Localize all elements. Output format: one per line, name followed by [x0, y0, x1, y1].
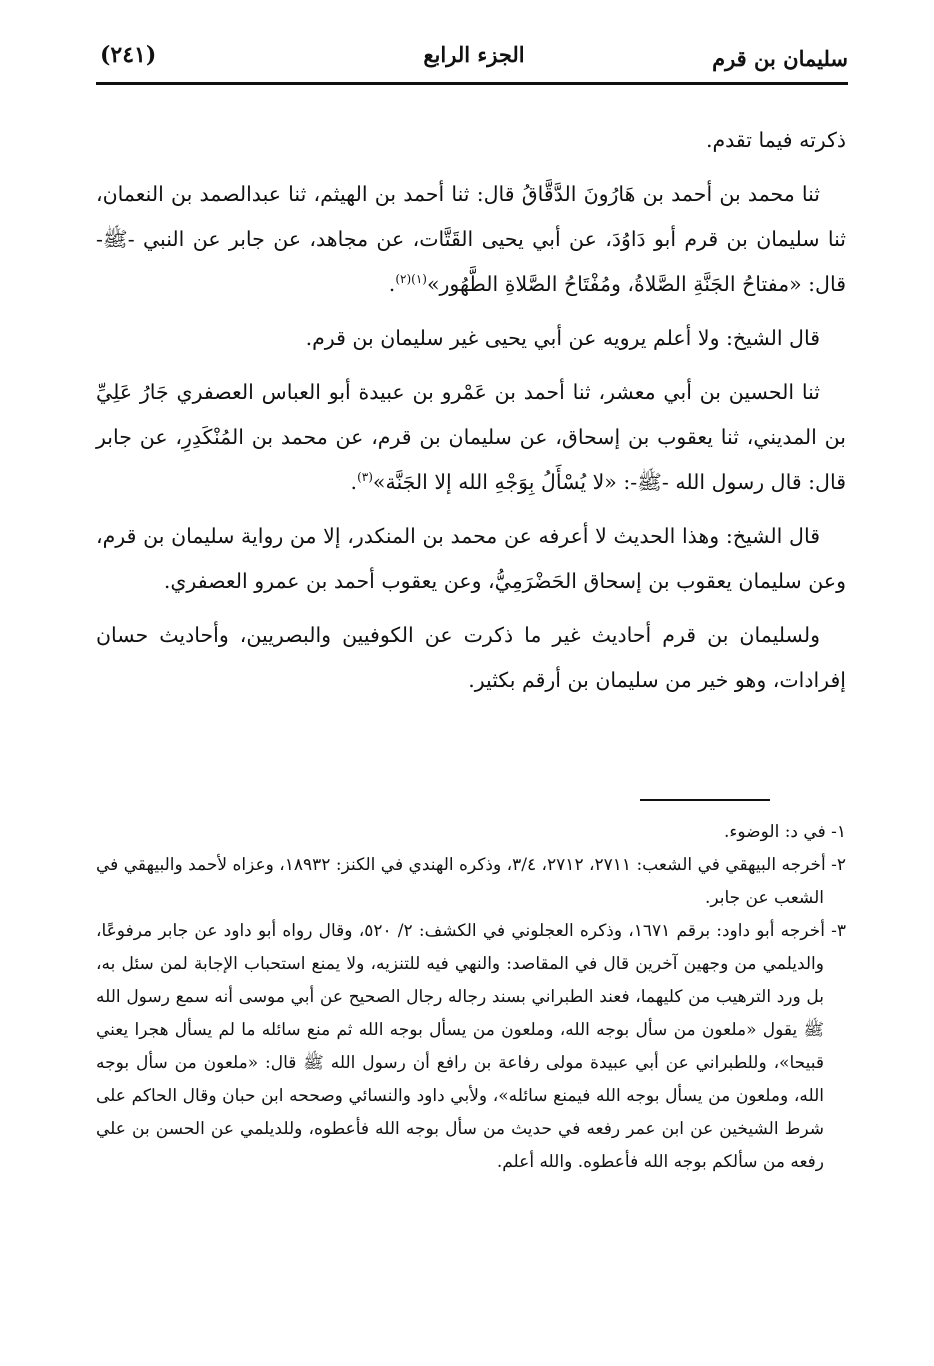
paragraph-1: ذكرته فيما تقدم. [705, 128, 846, 152]
running-title: سليمان بن قرم [712, 46, 848, 71]
paragraph-6: ولسليمان بن قرم أحاديث غير ما ذكرت عن الكوفيين والبصريين، وأحاديث حسان إفرادات، وهو خير من سليمان بن أرقم بكثير. [96, 623, 846, 692]
footnote-separator [640, 799, 770, 801]
page-number: (٢٤١) [100, 42, 157, 68]
header-rule [96, 82, 848, 85]
paragraph-4: ثنا الحسين بن أبي معشر، ثنا أحمد بن عَمْرو بن عبيدة أبو العباس العصفري جَارُ عَلِيِّ بن المديني، ثنا يعقوب بن إسحاق، عن سليمان بن قرم، عن محمد بن المُنْكَدِرِ، عن جابر قال: قال رسول الله -ﷺ-: «لا يُسْأَلُ بِوَجْهِ الله إلا الجَنَّة»$^{(٣)}$. [96, 380, 846, 494]
footnotes [96, 816, 846, 1179]
footnote-3: ٣- أخرجه أبو داود: برقم ١٦٧١، وذكره العجلوني في الكشف: ٢/ ٥٢٠، وقال رواه أبو داود عن جابر مرفوعًا، والديلمي من وجهين آخرين قال في المقاصد: والنهي فيه للتنزيه، ولا يمنع استحباب الإجابة لمن سئل به، بل ورد الترهيب من كليهما، فعند الطبراني بسند رجاله رجال الصحيح عن أبي موسى أنه سمع رسول الله ﷺ يقول «ملعون من سأل بوجه الله، وملعون من يسأل بوجه الله ثم منع سائله ما لم يسأل هجرا يعني قبيحا»، وللطبراني عن أبي عبيدة مولى رفاعة بن رافع أن رسول الله ﷺ قال: «ملعون من سأل بوجه الله، وملعون من يسأل بوجه الله فيمنع سائله»، ولأبي داود والنسائي وصححه ابن حبان وقال الحاكم على شرط الشيخين عن ابن عمر رفعه في حديث من سأل بوجه الله فأعطوه، وللديلمي عن الحسن بن علي رفعه من سألكم بوجه الله فأعطوه. والله أعلم. [96, 921, 847, 1172]
page-header [100, 38, 848, 78]
part-title: الجزء الرابع [423, 42, 525, 67]
paragraph-3: قال الشيخ: ولا أعلم يرويه عن أبي يحيى غير سليمان بن قرم. [305, 326, 820, 350]
footnote-ref-3: (٣) [357, 470, 373, 485]
main-text [96, 118, 846, 712]
paragraph-2: ثنا محمد بن أحمد بن هَارُونَ الدَّقَّاقُ قال: ثنا أحمد بن الهيثم، ثنا عبدالصمد بن النعمان، ثنا سليمان بن قرم أبو دَاوُدَ، عن أبي يحيى القَتَّات، عن مجاهد، عن جابر عن النبي -ﷺ- قال: «مفتاحُ الجَنَّةِ الصَّلاةُ، ومُفْتَاحُ الصَّلاةِ الطَّهُور»$^{(١)(٢)}$. [96, 182, 846, 296]
paragraph-2-text: ثنا محمد بن أحمد بن هَارُونَ الدَّقَّاقُ قال: ثنا أحمد بن الهيثم، ثنا عبدالصمد بن النعمان، ثنا سليمان بن قرم أبو دَاوُدَ، عن أبي يحيى القَتَّات، عن مجاهد، عن جابر عن النبي -ﷺ- قال: «مفتاحُ الجَنَّةِ الصَّلاةُ، ومُفْتَاحُ الصَّلاةِ الطَّهُور» [96, 182, 846, 296]
footnote-1: ١- في د: الوضوء. [724, 822, 846, 842]
footnote-ref-1-2: (١)(٢) [395, 272, 427, 287]
paragraph-4-text: ثنا الحسين بن أبي معشر، ثنا أحمد بن عَمْرو بن عبيدة أبو العباس العصفري جَارُ عَلِيِّ بن المديني، ثنا يعقوب بن إسحاق، عن سليمان بن قرم، عن محمد بن المُنْكَدِرِ، عن جابر قال: قال رسول الله -ﷺ-: «لا يُسْأَلُ بِوَجْهِ الله إلا الجَنَّة» [96, 380, 846, 494]
paragraph-5: قال الشيخ: وهذا الحديث لا أعرفه عن محمد بن المنكدر، إلا من رواية سليمان بن قرم، وعن سليمان يعقوب بن إسحاق الحَضْرَمِيُّ، وعن يعقوب أحمد بن عمرو العصفري. [96, 524, 846, 593]
footnote-2: ٢- أخرجه البيهقي في الشعب: ٢٧١١، ٢٧١٢، ٣/٤، وذكره الهندي في الكنز: ١٨٩٣٢، وعزاه لأحمد والبيهقي في الشعب عن جابر. [96, 855, 847, 908]
